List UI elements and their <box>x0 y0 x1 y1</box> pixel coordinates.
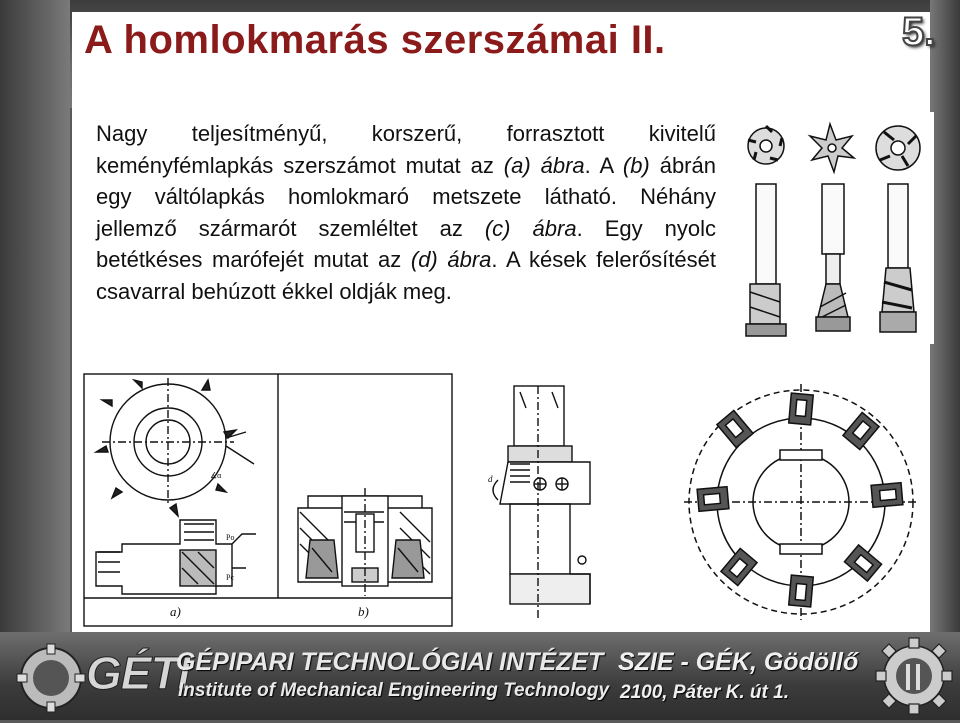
svg-text:d: d <box>488 474 493 484</box>
geti-logo-text: GÉTI <box>86 647 190 699</box>
slide-frame-left <box>0 0 70 720</box>
paragraph-segment: (a) ábra <box>503 152 585 178</box>
slide-frame-right <box>930 0 960 720</box>
paragraph-segment: (c) ábra <box>484 215 577 241</box>
paragraph-segment: . Egy nyolc betétkéses marófejét mutat az <box>96 215 717 272</box>
university-name: SZIE - GÉK, Gödöllő <box>618 648 859 676</box>
university-address: 2100, Páter K. út 1. <box>620 682 789 703</box>
svg-text:Pc: Pc <box>226 573 234 582</box>
figure-c-end-mills <box>738 112 934 344</box>
paragraph-segment: (d) ábra <box>410 247 492 272</box>
svg-text:Po: Po <box>226 533 235 542</box>
paragraph-segment: Nagy teljesítményű, korszerű, forrasztott kivitelű keményfémlapkás szerszámot mutat az <box>96 121 716 178</box>
svg-text:∡α: ∡α <box>210 471 222 480</box>
figure-b-label: b) <box>358 604 369 619</box>
institute-name-en: Institute of Mechanical Engineering Technology <box>178 680 610 701</box>
slide-number: 5. <box>902 10 936 54</box>
gear-logo-icon <box>874 634 954 723</box>
figure-insert-arbor <box>480 384 610 624</box>
figure-a-label: a) <box>170 604 181 619</box>
geti-logo-icon <box>16 642 86 719</box>
figure-a-b-face-mill-sections <box>82 372 454 628</box>
paragraph-segment: ábrán egy váltólapkás homlokmaró metszete látható. Néhány jellemző szármarót szemléltet az <box>96 152 716 241</box>
paragraph-segment: . A <box>584 152 623 178</box>
paragraph-segment: . A kések felerősítését csavarral behúzott ékkel oldják meg. <box>96 247 716 304</box>
institute-name-hu: GÉPIPARI TECHNOLÓGIAI INTÉZET <box>176 648 604 676</box>
slide-paragraph <box>96 118 716 307</box>
figure-d-eight-blade-head <box>680 380 922 624</box>
paragraph-segment: (b) <box>622 152 650 178</box>
slide-title: A homlokmarás szerszámai II. <box>84 18 666 62</box>
